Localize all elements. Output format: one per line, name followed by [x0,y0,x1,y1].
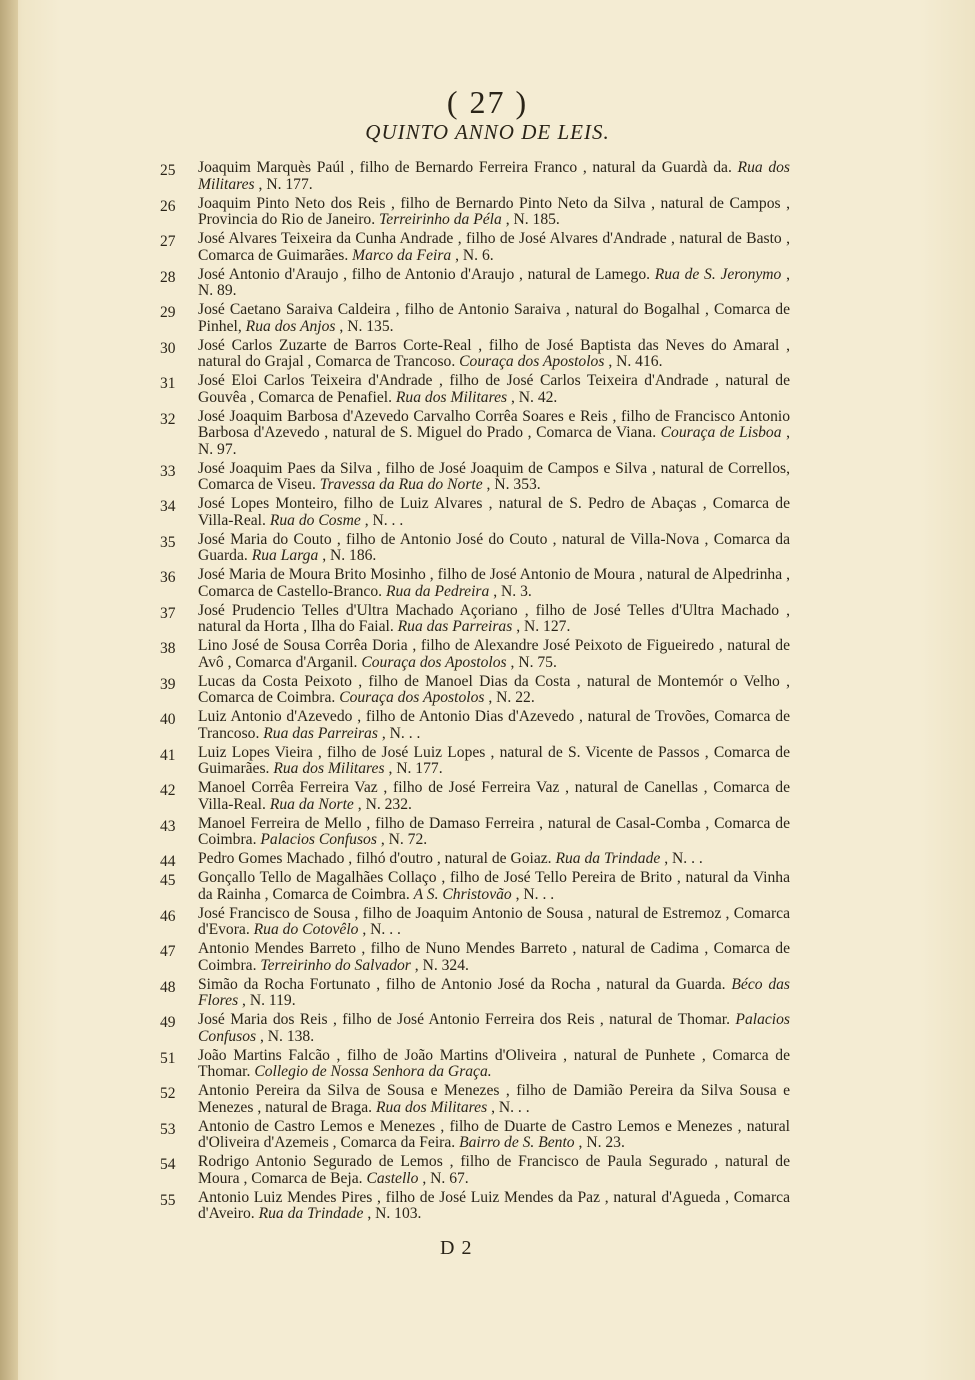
entry-number: 26 [160,197,176,215]
entry-address: Rua da Norte [269,795,354,813]
list-item [160,709,790,742]
entry-address: Couraça dos Apostolos [459,353,605,370]
entry-address: Rua do Cosme [269,511,361,529]
entry-address: A S. Christovão [413,885,512,903]
list-item [160,496,790,529]
entry-description: Joaquim Pinto Neto dos Reis , filho de Bernardo Pinto Neto da Silva , natural de Campos , Provincia do Rio de Janeiro. [198,194,790,228]
entry-description: Antonio Mendes Barreto , filho de Nuno Mendes Barreto , natural de Cadima , Comarca de Coimbra. [198,940,790,974]
entry-address: Palacios Confusos [260,831,377,848]
list-item [160,409,790,459]
entry-house-number: , N. 97. [198,424,790,458]
entry-description: José Caetano Saraiva Caldeira , filho de Antonio Saraiva , natural do Bogalhal , Comarca de Pinhel, [198,301,790,335]
entry-description: Antonio Pereira da Silva de Sousa e Menezes , filho de Damião Pereira da Silva Sousa e Menezes , natural de Braga. [198,1082,790,1116]
list-item [160,941,790,974]
list-item [160,567,790,600]
entry-text [198,1048,790,1081]
entry-description: Manoel Corrêa Ferreira Vaz , filho de José Ferreira Vaz , natural de Canellas , Comarca de Villa-Real. [198,779,790,813]
entry-text [198,267,790,300]
list-item [160,1083,790,1116]
entry-address: Rua dos Anjos [245,317,336,335]
list-item [160,302,790,335]
entry-description: José Carlos Zuzarte de Barros Corte-Real , filho de José Baptista das Neves do Amaral , natural do Grajal , Comarca de Trancoso. [198,336,790,370]
entry-number: 49 [160,1014,176,1031]
entry-number: 53 [160,1120,176,1138]
section-title: QUINTO ANNO DE LEIS. [365,120,610,144]
entry-number: 36 [160,569,176,586]
entry-description: José Francisco de Sousa , filho de Joaquim Antonio de Sousa , natural de Estremoz , Comarca d'Evora. [198,904,790,938]
entry-list [160,160,790,1225]
entry-number: 46 [160,907,176,925]
entry-number: 33 [160,462,176,480]
entry-house-number: , N. 67. [422,1169,469,1187]
entry-house-number: , N. 72. [380,831,428,848]
entry-house-number: , N. 127. [516,618,571,635]
entry-text [198,603,790,636]
entry-description: José Antonio d'Araujo , filho de Antonio d'Araujo , natural de Lamego. [198,265,651,283]
entry-text [198,1119,790,1152]
entry-description: Lino José de Sousa Corrêa Doria , filho de Alexandre José Peixoto de Figueiredo , natural de Avô , Comarca d'Arganil. [198,637,790,671]
list-item [160,870,790,903]
entry-text [198,338,790,371]
entry-text [198,1012,790,1045]
entry-address: Rua das Parreiras [397,618,513,635]
entry-address: Rua de S. Jeronymo [654,265,782,283]
entry-house-number: , N. 232. [357,795,412,813]
entry-address: Rua do Cotovêlo [253,921,359,938]
entry-house-number: , N. 135. [339,317,394,335]
entry-house-number: , N. 138. [259,1027,315,1045]
entry-description: José Eloi Carlos Teixeira d'Andrade , filho de José Carlos Teixeira d'Andrade , natural de Gouvêa , Comarca de Penafiel. [198,372,790,406]
list-item [160,1154,790,1187]
entry-number: 29 [160,304,176,321]
list-item [160,977,790,1010]
entry-description: Simão da Rocha Fortunato , filho de Antonio José da Rocha , natural da Guarda. [198,975,726,993]
entry-house-number: , N. 103. [367,1205,422,1222]
entry-address: Castello [366,1169,419,1187]
entry-description: José Maria do Couto , filho de Antonio José do Couto , natural de Villa-Nova , Comarca da Guarda. [198,530,790,564]
entry-address: Rua dos Militares [273,760,385,777]
entry-text [198,496,790,529]
entry-house-number: , N. 42. [510,388,558,406]
list-item [160,816,790,849]
entry-description: Lucas da Costa Peixoto , filho de Manoel Dias da Costa , natural de Montemór o Velho , Comarca de Coimbra. [198,672,790,706]
entry-description: Gonçallo Tello de Magalhães Collaço , filho de José Tello Pereira de Brito , natural da Vinha da Rainha , Comarca de Coimbra. [198,869,790,903]
entry-text [198,532,790,565]
entry-description: José Joaquim Paes da Silva , filho de José Joaquim de Campos e Silva , natural de Correllos, Comarca de Viseu. [198,459,790,493]
entry-description: Rodrigo Antonio Segurado de Lemos , filho de Francisco de Paula Segurado , natural de Moura , Comarca de Beja. [198,1153,790,1187]
entry-text [198,745,790,778]
entry-address: Terreirinho do Salvador [260,956,411,974]
entry-house-number: , N. 177. [388,760,443,777]
entry-address: Couraça dos Apostolos [339,689,485,706]
entry-number: 34 [160,498,176,515]
entry-description: José Lopes Monteiro, filho de Luiz Alvares , natural de S. Pedro de Abaças , Comarca de Villa-Real. [198,495,790,529]
entry-description: José Joaquim Barbosa d'Azevedo Carvalho Corrêa Soares e Reis , filho de Francisco Antonio Barbosa d'Azevedo , natural de S. Miguel do Prado , Comarca de Viana. [198,407,790,441]
entry-house-number: , N. 324. [414,956,469,974]
entry-number: 31 [160,375,176,392]
entry-text [198,870,790,903]
entry-house-number: , N. . . [664,850,703,867]
entry-text [198,461,790,494]
entry-number: 54 [160,1156,176,1173]
entry-house-number: , N. 177. [258,175,313,193]
entry-address: Rua da Trindade [258,1205,364,1222]
entry-text [198,674,790,707]
entry-description: Luiz Antonio d'Azevedo , filho de Antonio Dias d'Azevedo , natural de Trovões, Comarca de Trancoso. [198,708,790,742]
entry-text [198,302,790,335]
entry-house-number: , N. 186. [322,547,377,564]
entry-number: 55 [160,1191,176,1209]
entry-house-number: , N. 119. [242,992,296,1009]
list-item [160,160,790,193]
list-item [160,196,790,229]
list-item [160,338,790,371]
entry-address: Rua da Trindade [555,850,661,867]
entry-description: José Alvares Teixeira da Cunha Andrade , filho de José Alvares d'Andrade , natural de Basto , Comarca de Guimarães. [198,230,790,264]
entry-address: Couraça de Lisboa [660,424,782,441]
entry-house-number: , N. 185. [505,211,560,228]
entry-address: Travessa da Rua do Norte [319,476,483,493]
entry-number: 43 [160,817,176,835]
entry-house-number: , N. . . [515,885,555,903]
entry-house-number: , N. 3. [493,582,532,600]
entry-address: Palacios Confusos [198,1011,790,1045]
entry-number: 51 [160,1049,176,1067]
page-number: ( 27 ) [446,84,529,120]
entry-number: 38 [160,640,176,657]
entry-text [198,1190,790,1223]
entry-number: 40 [160,711,176,728]
list-item [160,1119,790,1152]
entry-number: 27 [160,233,176,250]
list-item [160,1012,790,1045]
list-item [160,231,790,264]
entry-text [198,977,790,1010]
entry-text [198,231,790,264]
entry-number: 44 [160,853,176,870]
list-item [160,603,790,636]
entry-address: Rua da Pedreira [385,582,490,600]
entry-address: Rua Larga [251,547,319,564]
entry-house-number: , N. 75. [510,653,557,671]
list-item [160,638,790,671]
entry-description: José Maria de Moura Brito Mosinho , filho de José Antonio de Moura , natural de Alpedrinha , Comarca de Castello-Branco. [198,566,790,600]
entry-text [198,160,790,193]
entry-description: Pedro Gomes Machado , filhó d'outro , natural de Goiaz. [198,850,552,867]
entry-house-number: , N. . . [381,724,421,742]
entry-house-number: , N. 89. [198,265,790,299]
entry-house-number: , N. 353. [486,476,541,493]
entry-description: Luiz Lopes Vieira , filho de José Luiz Lopes , natural de S. Vicente de Passos , Comarca de Guimarães. [198,743,790,777]
entry-number: 32 [160,410,176,428]
entry-number: 37 [160,604,176,622]
list-item [160,674,790,707]
entry-house-number: , N. . . [491,1098,530,1116]
entry-house-number: , N. 23. [578,1134,625,1151]
entry-address: Rua dos Militares [198,159,790,193]
entry-address: Terreirinho da Péla [379,211,502,228]
list-item [160,532,790,565]
entry-number: 48 [160,978,176,996]
entry-text [198,196,790,229]
entry-text [198,851,790,868]
entry-address: Béco das Flores [198,975,790,1009]
entry-address: Couraça dos Apostolos [361,653,507,671]
entry-description: José Prudencio Telles d'Ultra Machado Açoriano , filho de José Telles d'Ultra Machado , natural da Horta , Ilha do Faial. [198,601,790,635]
list-item [160,1048,790,1081]
entry-house-number: , N. 22. [488,689,535,706]
entry-number: 30 [160,339,176,357]
entry-number: 39 [160,675,176,693]
entry-address: Rua dos Militares [395,388,508,406]
entry-number: 42 [160,782,176,799]
entry-number: 52 [160,1085,176,1102]
entry-number: 25 [160,162,176,179]
entry-address: Rua dos Militares [375,1098,488,1116]
entry-number: 45 [160,872,176,889]
binding-gutter [0,0,18,1380]
entry-text [198,1083,790,1116]
entry-house-number: , N. . . [362,921,401,938]
entry-description: Antonio de Castro Lemos e Menezes , filho de Duarte de Castro Lemos e Menezes , natural d'Oliveira d'Azemeis , Comarca da Feira. [198,1117,790,1151]
entry-description: João Martins Falcão , filho de João Martins d'Oliveira , natural de Punhete , Comarca de Thomar. [198,1046,790,1080]
entry-text [198,906,790,939]
list-item [160,1190,790,1223]
list-item [160,780,790,813]
signature-mark: D 2 [440,1237,473,1259]
entry-address: Marco da Feira [352,246,452,264]
entry-number: 28 [160,268,176,286]
entry-text [198,638,790,671]
entry-number: 47 [160,943,176,960]
entry-house-number: , N. 6. [455,246,494,264]
entry-address: Rua das Parreiras [263,724,378,742]
entry-text [198,373,790,406]
entry-description: Joaquim Marquès Paúl , filho de Bernardo Ferreira Franco , natural da Guardà da. [198,159,732,176]
entry-number: 35 [160,533,176,551]
list-item [160,373,790,406]
list-item [160,267,790,300]
entry-address: Bairro de S. Bento [459,1134,575,1151]
entry-house-number: , N. 416. [608,353,663,370]
list-item [160,745,790,778]
list-item [160,461,790,494]
entry-number: 41 [160,746,176,764]
entry-description: Manoel Ferreira de Mello , filho de Damaso Ferreira , natural de Casal-Comba , Comarca de Coimbra. [198,814,790,848]
entry-text [198,941,790,974]
entry-text [198,780,790,813]
list-item [160,851,790,868]
list-item [160,906,790,939]
entry-text [198,409,790,459]
entry-text [198,567,790,600]
entry-description: José Maria dos Reis , filho de José Antonio Ferreira dos Reis , natural de Thomar. [198,1011,731,1028]
entry-text [198,709,790,742]
entry-description: Antonio Luiz Mendes Pires , filho de José Luiz Mendes da Paz , natural d'Agueda , Comarca d'Aveiro. [198,1188,790,1222]
entry-address: Collegio de Nossa Senhora da Graça. [254,1063,492,1080]
entry-text [198,1154,790,1187]
entry-text [198,816,790,849]
entry-house-number: , N. . . [364,511,404,529]
